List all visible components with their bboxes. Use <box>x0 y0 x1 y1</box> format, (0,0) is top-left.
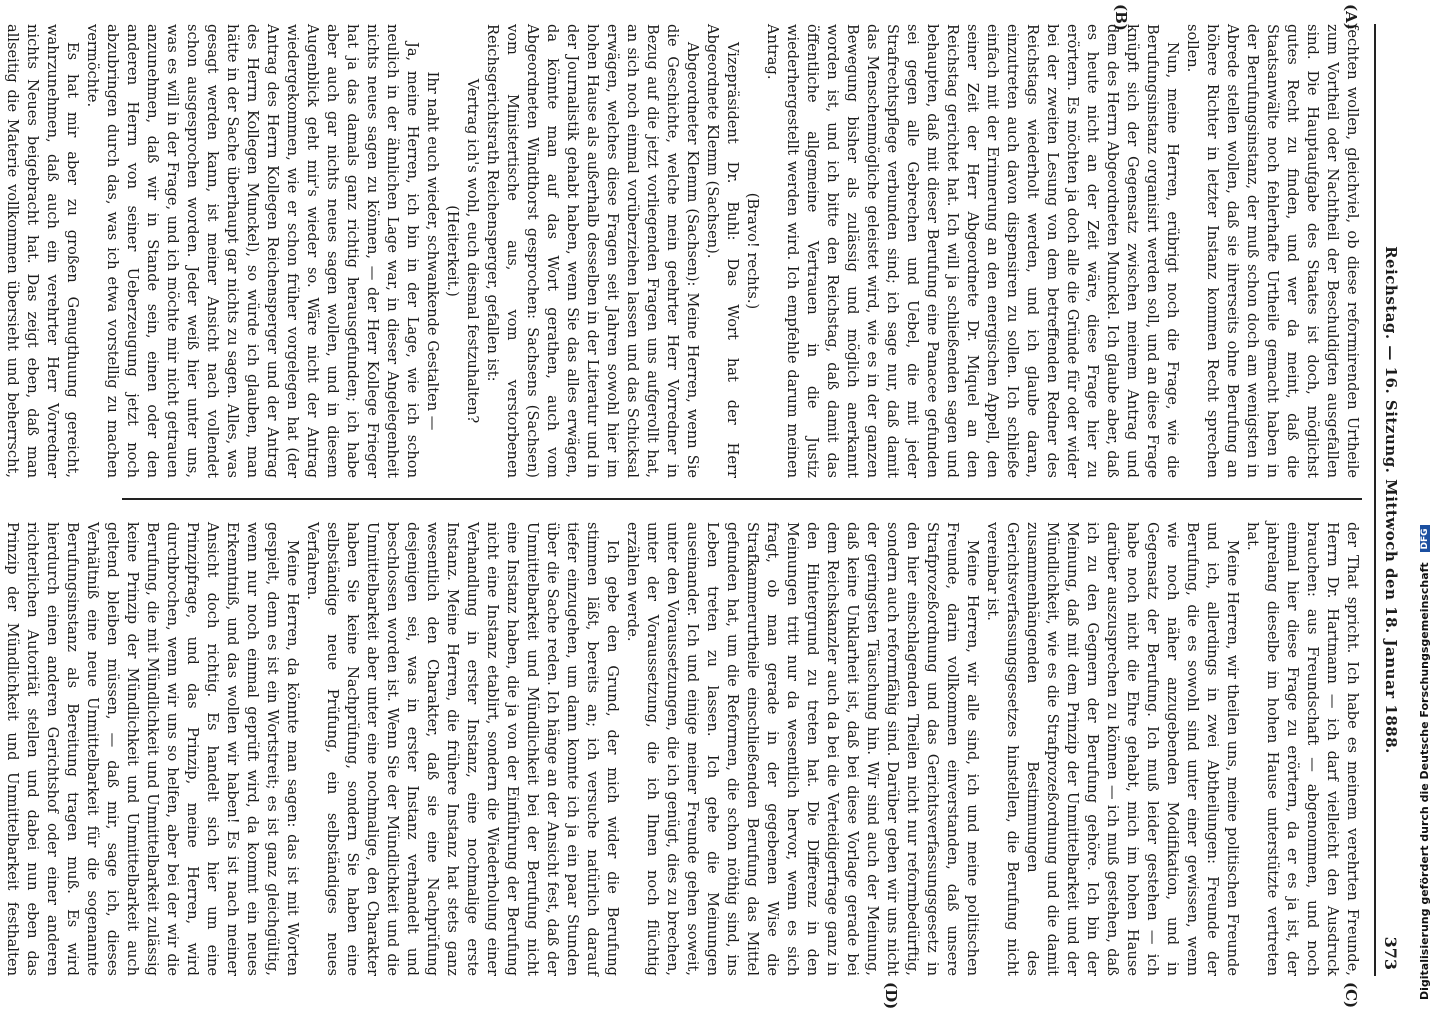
page-number: 373 <box>1381 936 1400 970</box>
margin-marker-c: (C) <box>1342 982 1360 1009</box>
president-statement: Vizepräsident Dr. Buhl: Das Wort hat der Herr Abgeordnete Klemm (Sachsen). <box>704 24 741 478</box>
paragraph: Ich gebe den Grund, der mich wider die Berufung stimmen läßt, bereits an; ich versuche natürlich darauf tiefer einzugehen, um dann konnte ich ja ein paar Stunden über die Sache reden. Ich hänge an der Ansicht fest, daß der Unmittelbarkeit und Mündlichkeit bei der Berufung nicht eine Instanz haben, die ja von der Einführung der Berufung nicht eine Instanz etablirt, sondern die Wiederholung einer Verhandlung in erster Instanz, eine nochmalige erste Instanz. Meine Herren, die frühere Instanz hat stets ganz wesentlich den Charakter, daß sie eine Nachprüfung desjenigen sei, was in erster Instanz verhandelt und beschlossen worden ist. Wenn Sie der Mündlichkeit und die Unmittelbarkeit aber unter eine nochmalige, den Charakter haben Sie keine Nachprüfung, sondern Sie haben eine selbständige neue Prüfung, ein selbständiges neues Verfahren. <box>304 522 621 976</box>
credit-text: Digitalisierung gefördert durch die Deutsche Forschungsgemeinschaft <box>1418 562 1431 1000</box>
paragraph: Meine Herren, da könnte man sagen: das ist mit Worten gespielt, denn es ist ein Wortstreit; es ist ganz gleichgültig, wenn nur noch einmal geprüft wird, da kommt ein neues Erkenntniß, und das wollen wir haben! Es ist nach meiner Ansicht doch richtig. Es handelt sich hier um eine Prinzipfrage, und das Prinzip, meine Herren, wird durchbrochen, wenn wir uns so helfen, aber bei der wir die Berufung, die mit Mündlichkeit und Unmittelbarkeit zulässig keine Prinzip der Mündlichkeit und Unmittelbarkeit auch geltend bleiben müssen, — daß mir, sage ich, dieses Verhältniß eine neue Unmittelbarkeit für die sogenannte Berufungsinstanz als Bereitung tragen muß. Es wird hierdurch einen anderen Gerichtshof oder einer anderen richterlichen Autorität stellen und dabei nun eben das Prinzip der Mündlichkeit und Unmittelbarkeit festhalten <box>4 522 301 976</box>
page-header <box>1374 24 1406 976</box>
paragraph: Meine Herren, wir theilen uns, meine politischen Freunde und ich, allerdings in zwei Abtheilungen: Freunde der Berufung, die es sowohl sind unter einer gewissen, wenn wie noch näher anzugebenden Modifikation, und in Gegensatz der Berufung. Ich muß leider gestehen — ich habe noch nicht die Ehre gehabt, mich im hohen Hause darüber auszusprechen zu können — ich muß gestehen, daß ich zu den Gegnern der Berufung gehöre. Ich bin der Meinung, daß mit dem Prinzip der Unmittelbarkeit und der Mündlichkeit, wie es die Strafprozeßordnung und die damit zusammenhängenden Bestimmungen des Gerichtsverfassungsgesetzes hinstellen, die Berufung nicht vereinbar ist. <box>984 522 1241 976</box>
margin-marker-a: (A) <box>1342 4 1360 30</box>
left-column <box>4 24 1362 478</box>
margin-marker-d: (D) <box>882 982 900 1009</box>
header-rule <box>1374 24 1376 976</box>
paragraph: der That spricht. Ich habe es meinem verehrten Freunde, Herrn Dr. Hartmann — ich darf vielleicht den Ausdruck brauchen: aus Freundschaft — abgenommen, und noch einmal hier diese Frage zu erörtern, da er es ja ist, der jahrelang dieselbe im hohen Hause unterstützte vertreten hat. <box>1244 522 1361 976</box>
right-column <box>4 522 1362 976</box>
margin-marker-b: (B) <box>1112 4 1130 31</box>
paragraph: Meine Herren, wir alle sind, ich und meine politischen Freunde, darin vollkommen einverstanden, daß unsere Strafprozeßordnung und das Gerichtsverfassungsgesetz in den hier einschlagenden Theilen nicht nur reformbedürftig, sondern auch reformfähig sind. Darüber geben wir uns nicht der geringsten Täuschung hin. Wir sind auch der Meinung, daß keine Unklarheit ist, daß bei diese Vorlage gerade bei dem Reichskanzler auch da bei die Verteidigerfrage ganz in den Hintergrund zu treten hat. Die Differenz in den Meinungen tritt nur da wesentlich hervor, wenn es sich fragt, ob man gerade in der gegebenen Wise die Strafkammerurtheile einschließenden Berufung das Mittel gefunden hat, um die Reformen, die schon nöthig sind, ins Leben treten zu lassen. Ich gehe die Meinungen auseinander. Ich und einige meiner Freunde gehen soweit, unter den Voraussetzungen, die ich genügt, dies zu brechen, unter der Voraussetzung, die ich Ihnen noch flüchtig erzählen werde. <box>624 522 981 976</box>
quotation: Ihr naht euch wieder, schwankende Gestalten — <box>424 71 441 431</box>
paragraph: Nun, meine Herren, erübrigt noch die Frage, wie die Berufungsinstanz organisirt werden soll, und an diese Frage knüpft sich der Gegensatz zwischen meinem Antrag und dem des Herrn Abgeordneten Munckel. Ich glaube aber, daß es heute nicht an der Zeit wäre, diese Frage hier zu erörtern. Es möchten ja doch alle die Gründe für oder wider bei der zweiten Lesung von dem betreffenden Redner des Reichstags wiederholt werden, und ich glaube daran, einzutreten auch davon dispensiren zu sollen. Ich schließe einfach mit der Erinnerung an den energischen Appell, den seiner Zeit der Herr Abgeordnete Dr. Miquel an den Reichstag gerichtet hat. Ich will ja schließenden sagen und behaupten, daß mit dieser Berufung eine Panacee gefunden sei gegen alle Gebrechen und Uebel, die mit jeder Strafrechtspflege verbunden sind; ich sage nur, daß damit das Menschenmögliche geleistet wird, wie es in der ganzen Bewegung bisher als zulässig und möglich anerkannt worden ist, und ich bitte den Reichstag, daß damit das öffentliche allgemeine Vertrauen in die Justiz wiederhergestellt werden wird. Ich empfehle darum meinen Antrag. <box>764 24 1181 478</box>
laughter-note: (Heiterkeit.) <box>444 205 461 297</box>
digitization-credit <box>1418 525 1431 1000</box>
speech-opening: Abgeordneter Klemm (Sachsen): Meine Herren, wenn Sie die Geschichte, welche mein geehrter Herr Vorredner in Bezug auf die jetzt vorliegenden Fragen uns aufgerollt hat, an sich noch einmal vorüberziehen lassen und das Schicksal erwägen, welches diese Fragen seit Jahren sowohl hier im hohen Hause als außerhalb desselben in der Literatur und in der Journalistik gehabt haben, wenn Sie das alles erwägen, da könnte man auf das Wort gerathen, auch vom Abgeordneten Windthorst gesprochen: Sachsens (Sachsen) vom Ministertische aus, vom verstorbenen Reichsgerichtsrath Reichensperger, gefallen ist: <box>484 24 701 478</box>
paragraph: Ja, meine Herren, ich bin in der Lage, wie ich schon neulich in der ähnlichen Lage war, in dieser Angelegenheit nichts neues sagen zu können, — der Herr Kollege Frieger hat ja das damals ganz richtig herausgefunden; ich habe aber auch gar nichts neues sagen wollen, und in diesem Augenblick geht mir's wieder so. Wäre nicht der Antrag wiedergekommen, wie er schon früher vorgelegen hat (der Antrag des Herrn Kollegen Reichensperger und der Antrag des Herrn Kollegen Munckel), so würde ich glauben, man hätte in der Sache überhaupt gar nichts zu sagen. Alles, was gesagt werden kann, ist meiner Ansicht nach vollendet schon ausgesprochen worden. Jeder weiß hier unter uns, was es will in der Frage, und ich möchte mir nicht getrauen anzunehmen, daß wir in Stande sein, einen oder den anderen Herrn von seiner Ueberzeugung jetzt noch abzubringen durch das, was ich etwa vorstellig zu machen vermöchte. <box>84 24 421 478</box>
page-title: Reichstag. — 16. Sitzung. Mittwoch den 18. Januar 1888. <box>1382 246 1400 754</box>
quotation: Vertrag ich's wohl, euch diesmal festzuhalten? <box>464 78 481 424</box>
paragraph: fechten wollen, gleichviel, ob diese reformirenden Urtheile zum Vortheil oder Nachtheil der Beschuldigten ausgefallen sind. Die Hauptaufgabe des Staates ist doch, möglichst gutes Recht zu finden, und wer da meint, daß die Staatsanwälte noch fehlerhafte Urtheile gemacht haben in der Berufungsinstanz, der muß schon doch am wenigsten in Abrede stellen wollen, daß sie ihrerseits ohne Berufung an höhere Richter in letzter Instanz kommen Recht sprechen sollen. <box>1184 24 1361 478</box>
applause-note: (Bravo! rechts.) <box>744 192 761 310</box>
dfg-logo-icon: DFG <box>1420 525 1430 552</box>
paragraph: Es hat mir aber zu großen Genugthuung gereicht, wahrzunehmen, daß auch ein verehrter Herr Vorredner nichts Neues beigebracht hat. Das zeigt eben, daß man allseitig die Materie vollkommen übersieht und beherrscht, <box>4 24 81 478</box>
column-divider <box>122 498 1362 500</box>
rotated-page <box>4 0 1416 1009</box>
